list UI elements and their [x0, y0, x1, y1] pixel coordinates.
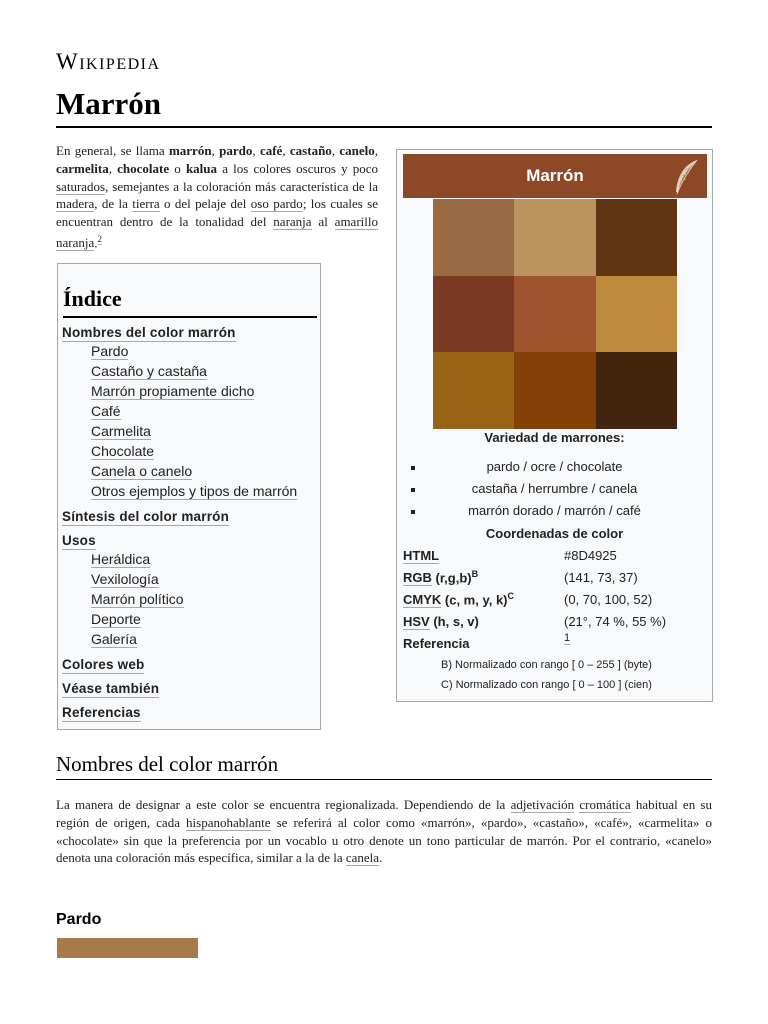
toc-item-otros[interactable]: Otros ejemplos y tipos de marrón	[91, 483, 298, 499]
section-heading: Nombres del color marrón	[56, 752, 279, 776]
section-divider	[56, 779, 712, 780]
intro-bold-term: kalua	[185, 160, 218, 176]
color-swatch	[433, 276, 514, 353]
rgb-label	[403, 569, 478, 585]
quill-icon	[671, 158, 701, 198]
color-swatch	[433, 352, 514, 429]
title-divider	[56, 126, 712, 128]
coords-title: Coordenadas de color	[485, 526, 624, 541]
intro-paragraph	[56, 142, 378, 252]
hsv-value: (21°, 74 %, 55 %)	[564, 614, 667, 629]
color-swatch	[596, 199, 677, 276]
link-adjetivacion[interactable]: adjetivación	[510, 797, 575, 812]
toc-item-referencias[interactable]: Referencias	[62, 705, 141, 720]
intro-bold-term: café	[259, 143, 283, 158]
intro-bold-term: pardo	[219, 143, 253, 158]
intro-text: ,	[211, 143, 220, 158]
link-naranja[interactable]: naranja	[273, 214, 312, 230]
paragraph-text: habitual en su región de origen, cada	[56, 797, 712, 830]
intro-bold-term: carmelita	[56, 160, 109, 176]
section-paragraph	[56, 796, 712, 867]
paragraph-text: .	[379, 850, 383, 866]
hsv-suffix: (h, s, v)	[429, 614, 479, 629]
reference-value	[564, 632, 570, 644]
note-b-marker: B	[471, 569, 479, 579]
infobox-header	[403, 154, 707, 198]
link-oso-pardo[interactable]: oso pardo	[250, 196, 303, 212]
color-swatch-grid	[433, 199, 677, 429]
color-swatch	[514, 276, 595, 353]
intro-text: ,	[374, 143, 379, 158]
cmyk-value: (0, 70, 100, 52)	[564, 592, 653, 607]
hsv-label	[403, 614, 479, 629]
toc-title: Índice	[63, 286, 122, 311]
link-hsv[interactable]: HSV	[403, 614, 430, 629]
toc-item-politico[interactable]: Marrón político	[91, 591, 184, 607]
link-rgb[interactable]: RGB	[403, 570, 432, 586]
infobox-title: Marrón	[526, 166, 584, 185]
wikipedia-logo[interactable]: Wikipedia	[56, 49, 161, 74]
link-tierra[interactable]: tierra	[132, 196, 160, 212]
intro-text: ,	[108, 160, 118, 176]
toc-divider	[63, 316, 317, 318]
toc-item-deporte[interactable]: Deporte	[91, 611, 141, 627]
reference-label: Referencia	[403, 636, 470, 651]
table-of-contents	[57, 263, 321, 730]
variety-item: castaña / herrumbre / canela	[471, 481, 638, 496]
link-html[interactable]: HTML	[403, 548, 440, 563]
color-swatch	[514, 352, 595, 429]
rgb-value: (141, 73, 37)	[564, 570, 638, 585]
link-cmyk[interactable]: CMYK	[403, 592, 442, 608]
toc-item-usos[interactable]: Usos	[62, 533, 96, 548]
intro-text: En general, se llama	[56, 143, 169, 158]
intro-text: ,	[252, 143, 260, 158]
toc-item-canela[interactable]: Canela o canelo	[91, 463, 193, 479]
color-swatch	[514, 199, 595, 276]
intro-bold-term: castaño	[289, 143, 332, 158]
variety-item: marrón dorado / marrón / café	[468, 503, 641, 518]
note-b: B) Normalizado con rango [ 0 – 255 ] (byte)	[441, 659, 652, 671]
toc-item-chocolate[interactable]: Chocolate	[91, 443, 155, 459]
intro-text: ,	[331, 143, 340, 158]
reference-link[interactable]: 2	[97, 233, 103, 244]
color-infobox	[396, 149, 713, 702]
intro-text: o	[169, 160, 186, 176]
reference-link[interactable]: 1	[564, 632, 571, 644]
varieties-title: Variedad de marrones:	[484, 430, 625, 445]
intro-bold-term: marrón	[168, 143, 212, 158]
link-amarillo-naranja[interactable]: amarillo naranja	[56, 214, 378, 251]
cmyk-suffix: (c, m, y, k)	[441, 592, 508, 608]
html-value: #8D4925	[564, 548, 617, 563]
toc-item-marron[interactable]: Marrón propiamente dicho	[91, 383, 255, 399]
toc-item-nombres[interactable]: Nombres del color marrón	[62, 325, 236, 340]
intro-text: al	[311, 214, 335, 230]
intro-text: a los colores oscuros y poco	[217, 160, 379, 176]
link-cromatica[interactable]: cromática	[579, 797, 631, 812]
subsection-heading: Pardo	[56, 911, 102, 928]
cmyk-label	[403, 591, 514, 607]
pardo-color-swatch	[57, 938, 198, 958]
toc-item-vexilologia[interactable]: Vexilología	[91, 571, 159, 587]
link-saturados[interactable]: saturados	[56, 178, 106, 194]
intro-bold-term: canelo	[339, 143, 375, 158]
intro-text: ,	[282, 143, 290, 158]
toc-item-carmelita[interactable]: Carmelita	[91, 423, 151, 439]
intro-text: , de la	[94, 196, 133, 212]
toc-item-sintesis[interactable]: Síntesis del color marrón	[62, 509, 230, 524]
intro-bold-term: chocolate	[117, 160, 170, 176]
intro-text: , semejantes a la coloración más característica de la	[105, 178, 378, 194]
toc-item-galeria[interactable]: Galería	[91, 631, 137, 647]
color-swatch	[596, 276, 677, 353]
link-canela[interactable]: canela	[345, 850, 380, 866]
toc-item-colores-web[interactable]: Colores web	[62, 657, 145, 672]
color-swatch	[433, 199, 514, 276]
link-hispanohablante[interactable]: hispanohablante	[186, 814, 271, 830]
color-swatch	[596, 352, 677, 429]
variety-item: pardo / ocre / chocolate	[486, 459, 623, 474]
toc-item-castano[interactable]: Castaño y castaña	[91, 363, 207, 379]
link-madera[interactable]: madera	[56, 196, 95, 212]
intro-text: o del pelaje del	[159, 196, 251, 212]
toc-item-heraldica[interactable]: Heráldica	[91, 551, 151, 567]
paragraph-text: se referirá al color como «marrón», «pardo», «castaño», «café», «carmelita» o «chocolate» sin que la preferencia por un vocablo u otro denote un tono particular de marrón. Por el contrario, «canelo» denota una coloración más específica, similar a la de la	[56, 814, 712, 866]
toc-item-cafe[interactable]: Café	[91, 403, 121, 419]
note-c: C) Normalizado con rango [ 0 – 100 ] (cien)	[441, 679, 652, 691]
intro-text: ; los cuales se encuentran dentro de la tonalidad del	[56, 196, 378, 230]
paragraph-text: La manera de designar a este color se encuentra regionalizada. Dependiendo de la	[56, 797, 511, 812]
toc-item-vease[interactable]: Véase también	[62, 681, 160, 696]
rgb-suffix: (r,g,b)	[431, 570, 472, 586]
page-title: Marrón	[56, 86, 162, 121]
note-c-marker: C	[507, 591, 515, 601]
intro-text: .	[94, 235, 98, 251]
html-label	[403, 548, 439, 563]
toc-item-pardo[interactable]: Pardo	[91, 343, 129, 359]
